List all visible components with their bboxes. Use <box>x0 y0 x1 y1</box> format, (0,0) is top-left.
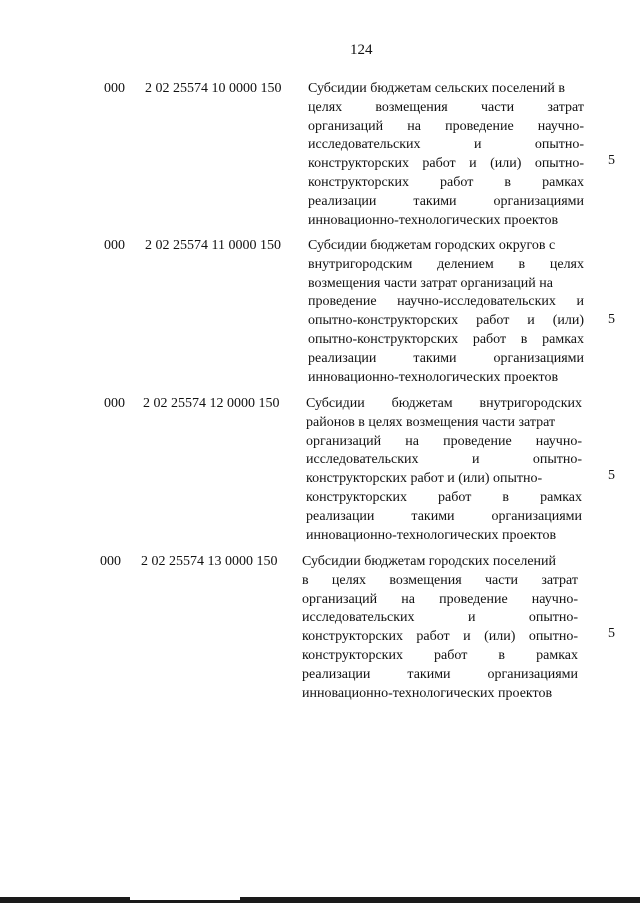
description-line: целях возмещения части затрат <box>308 99 584 115</box>
budget-code: 2 02 25574 13 0000 150 <box>141 554 278 569</box>
description-line: инновационно-технологических проектов <box>306 527 557 543</box>
description-line: конструкторских работ в рамках <box>306 489 582 505</box>
description-line: конструкторских работ в рамках <box>302 647 578 663</box>
description-line: конструкторских работ и (или) опытно- <box>306 471 543 487</box>
description-line: организаций на проведение научно- <box>308 118 584 134</box>
description-line: Субсидии бюджетам городских округов с <box>308 238 556 253</box>
description-line: в целях возмещения части затрат <box>302 572 578 588</box>
code-prefix: 000 <box>104 238 125 253</box>
amount-value: 5 <box>608 468 615 483</box>
budget-code: 2 02 25574 10 0000 150 <box>145 81 282 96</box>
code-prefix: 000 <box>100 554 121 569</box>
description-line: конструкторских работ и (или) опытно- <box>308 156 584 172</box>
description-line: реализации такими организациями <box>302 666 578 682</box>
page-number: 124 <box>350 42 373 58</box>
description-line: исследовательских и опытно- <box>308 137 584 153</box>
amount-value: 5 <box>608 153 615 168</box>
description-line: конструкторских работ в рамках <box>308 174 584 190</box>
description-line: Субсидии бюджетам сельских поселений в <box>308 81 566 96</box>
description-line: проведение научно-исследовательских и <box>308 294 584 310</box>
budget-code: 2 02 25574 11 0000 150 <box>145 238 281 253</box>
description-line: реализации такими организациями <box>306 508 582 524</box>
description-line: Субсидии бюджетам городских поселений <box>302 554 557 569</box>
description-line: инновационно-технологических проектов <box>308 212 559 228</box>
budget-code: 2 02 25574 12 0000 150 <box>143 396 280 411</box>
description-line: опытно-конструкторских работ и (или) <box>308 313 584 329</box>
scan-bottom-edge-gap <box>130 897 240 900</box>
description-line: реализации такими организациями <box>308 350 584 366</box>
scan-bottom-edge <box>0 897 640 903</box>
description-line: внутригородским делением в целях <box>308 256 584 272</box>
description-line: исследовательских и опытно- <box>306 452 582 468</box>
description-line: конструкторских работ и (или) опытно- <box>302 629 578 645</box>
code-prefix: 000 <box>104 81 125 96</box>
description-line: организаций на проведение научно- <box>306 433 582 449</box>
row-description <box>308 237 584 387</box>
amount-value: 5 <box>608 626 615 641</box>
amount-value: 5 <box>608 312 615 327</box>
description-line: инновационно-технологических проектов <box>308 369 559 385</box>
description-line: опытно-конструкторских работ в рамках <box>308 331 584 347</box>
row-description <box>306 395 582 545</box>
row-description <box>308 80 584 230</box>
description-line: возмещения части затрат организаций на <box>308 275 553 291</box>
description-line: Субсидии бюджетам внутригородских <box>306 396 582 411</box>
description-line: организаций на проведение научно- <box>302 591 578 607</box>
code-prefix: 000 <box>104 396 125 411</box>
description-line: реализации такими организациями <box>308 193 584 209</box>
description-line: исследовательских и опытно- <box>302 610 578 626</box>
description-line: инновационно-технологических проектов <box>302 685 553 701</box>
row-description <box>302 553 578 703</box>
description-line: районов в целях возмещения части затрат <box>306 414 556 430</box>
